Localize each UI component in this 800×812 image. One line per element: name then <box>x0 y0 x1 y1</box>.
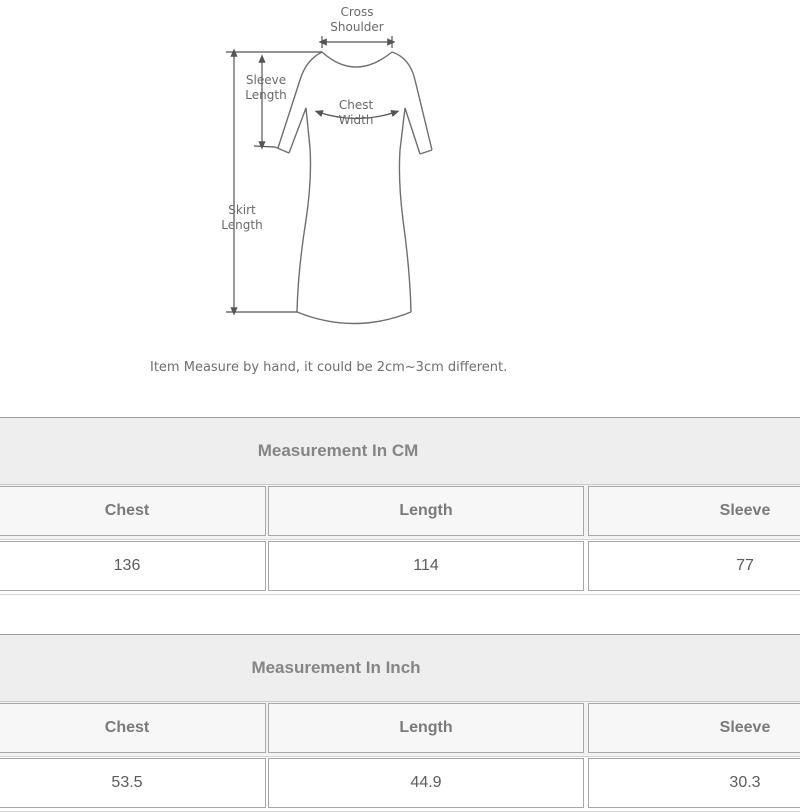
table-title-row <box>0 418 800 485</box>
header-sleeve <box>588 486 800 536</box>
value-length: 44.9 <box>268 758 584 808</box>
value-chest: 136 <box>0 541 266 591</box>
table-row <box>0 757 800 812</box>
sleeve-length-label: Sleeve Length <box>245 73 287 102</box>
dress-outline <box>275 52 432 324</box>
dress-measurement-diagram <box>0 0 800 400</box>
value-sleeve <box>588 758 800 808</box>
table-title: Measurement In Inch <box>251 658 421 677</box>
header-chest: Chest <box>0 703 266 753</box>
value-length: 114 <box>268 541 584 591</box>
measurement-table-cm <box>0 417 800 595</box>
value-sleeve <box>588 541 800 591</box>
header-length: Length <box>268 486 584 536</box>
header-sleeve-text: Sleeve <box>719 719 771 736</box>
dress-sketch <box>0 0 800 400</box>
measurement-note: Item Measure by hand, it could be 2cm~3cm different. <box>150 360 508 375</box>
header-length: Length <box>268 703 584 753</box>
cross-shoulder-label: Cross Shoulder <box>330 5 384 34</box>
value-sleeve-text: 77 <box>736 557 754 574</box>
table-header-row <box>0 485 800 540</box>
header-sleeve <box>588 703 800 753</box>
value-chest: 53.5 <box>0 758 266 808</box>
table-header-row <box>0 702 800 757</box>
header-chest: Chest <box>0 486 266 536</box>
skirt-length-label: Skirt Length <box>221 203 263 232</box>
table-row <box>0 540 800 595</box>
chest-width-label: Chest Width <box>338 98 374 127</box>
value-sleeve-text: 30.3 <box>729 774 761 791</box>
table-title-row <box>0 635 800 702</box>
measurement-table-inch <box>0 634 800 812</box>
table-title: Measurement In CM <box>257 441 419 460</box>
header-sleeve-text: Sleeve <box>719 502 771 519</box>
